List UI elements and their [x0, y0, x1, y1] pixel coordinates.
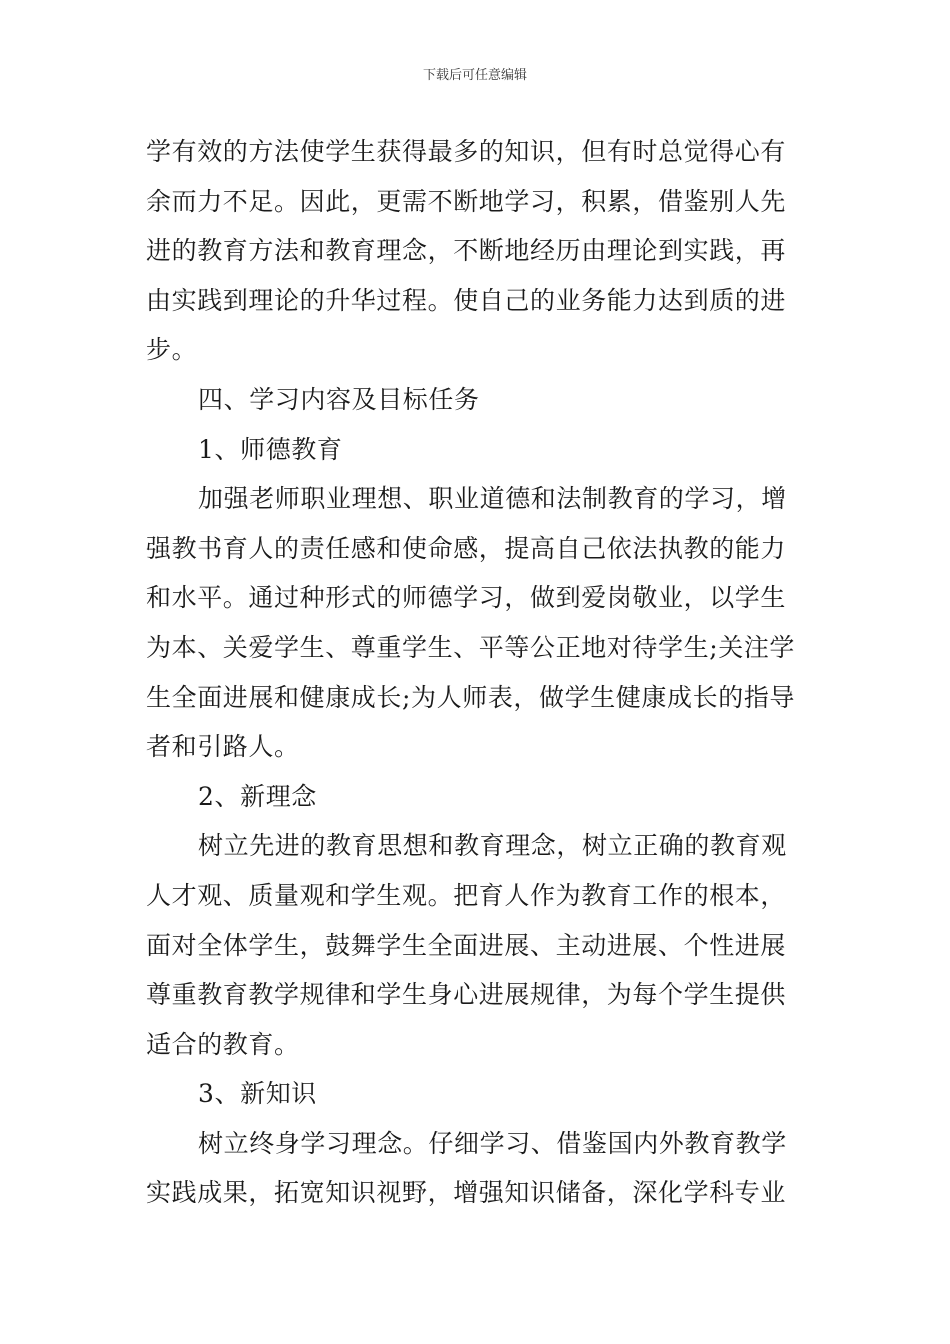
section-heading: 四、学习内容及目标任务: [198, 384, 480, 414]
page-header: 下载后可任意编辑: [422, 68, 527, 83]
subsection-heading: 2、新理念: [198, 781, 317, 811]
text-line: 适合的教育。: [146, 1029, 300, 1059]
text-line: 为本、关爱学生、尊重学生、平等公正地对待学生;关注学: [146, 632, 796, 662]
paragraph-first-line: 树立先进的教育思想和教育理念，树立正确的教育观: [198, 831, 787, 861]
text-line: 面对全体学生，鼓舞学生全面进展、主动进展、个性进展: [146, 930, 787, 960]
text-line: 尊重教育教学规律和学生身心进展规律，为每个学生提供: [146, 980, 787, 1010]
text-line: 学有效的方法使学生获得最多的知识，但有时总觉得心有: [146, 137, 787, 166]
text-line: 由实践到理论的升华过程。使自己的业务能力达到质的进: [146, 285, 787, 315]
subsection-heading: 1、师德教育: [198, 434, 343, 464]
subsection-heading: 3、新知识: [198, 1079, 317, 1109]
paragraph-first-line: 加强老师职业理想、职业道德和法制教育的学习，增: [198, 484, 787, 514]
text-line: 强教书育人的责任感和使命感，提高自己依法执教的能力: [146, 533, 787, 563]
text-line: 实践成果，拓宽知识视野，增强知识储备，深化学科专业: [146, 1178, 787, 1208]
text-line: 余而力不足。因此，更需不断地学习，积累，借鉴别人先: [146, 186, 787, 216]
text-line: 人才观、质量观和学生观。把育人作为教育工作的根本，: [146, 880, 787, 910]
text-line: 步。: [146, 335, 198, 365]
text-line: 者和引路人。: [146, 732, 300, 762]
text-line: 生全面进展和健康成长;为人师表，做学生健康成长的指导: [146, 682, 796, 712]
document-body: [146, 127, 806, 1218]
text-line: 进的教育方法和教育理念，不断地经历由理论到实践，再: [146, 236, 787, 266]
paragraph-first-line: 树立终身学习理念。仔细学习、借鉴国内外教育教学: [198, 1128, 787, 1158]
text-line: 和水平。通过种形式的师德学习，做到爱岗敬业，以学生: [146, 583, 787, 613]
